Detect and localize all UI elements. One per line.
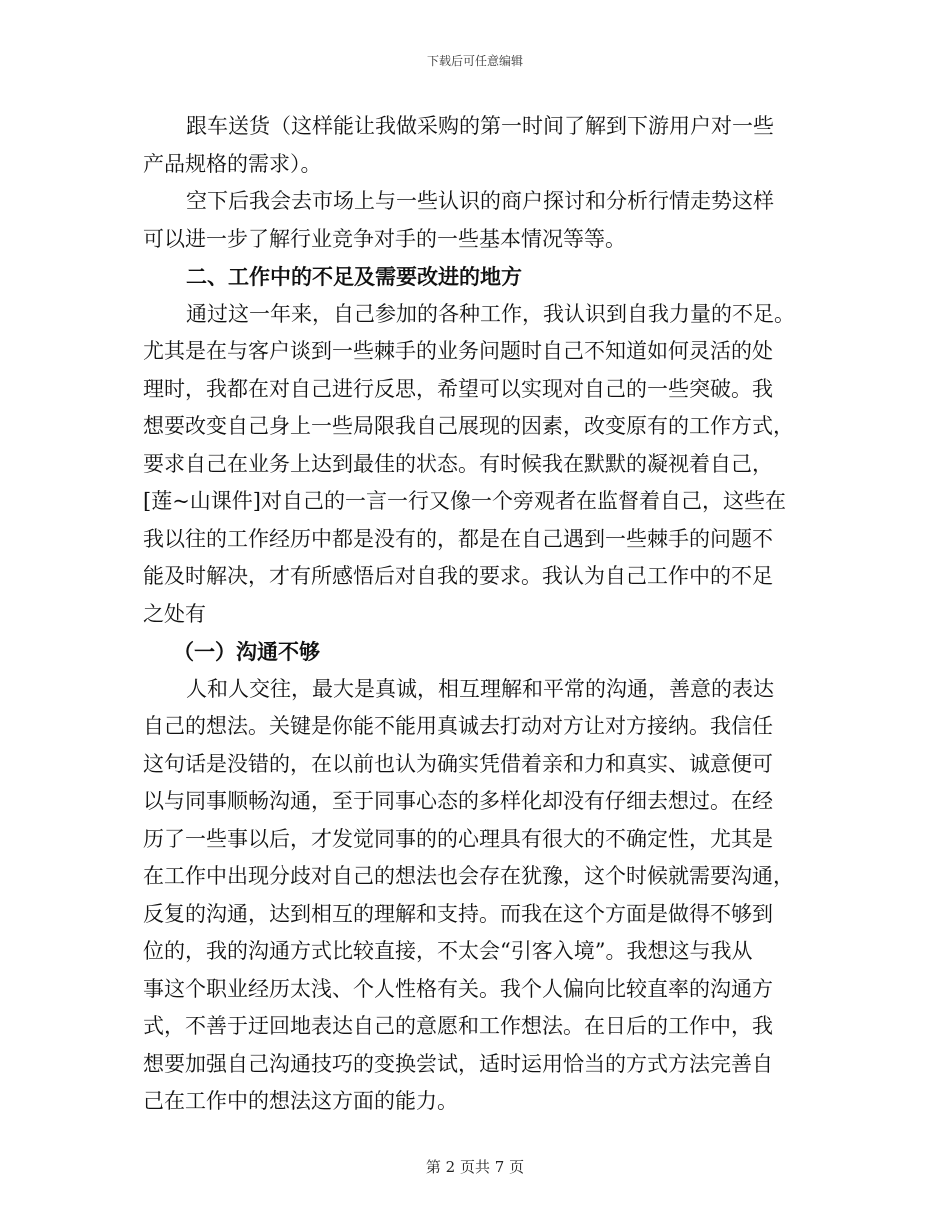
paragraph-line: 可以进一步了解行业竞争对手的一些基本情况等等。 (143, 226, 626, 251)
page-footer: 第 2 页共 7 页 (425, 1158, 525, 1176)
paragraph-line: 自己的想法。关键是你能不能用真诚去打动对方让对方接纳。我信任 (143, 714, 773, 738)
paragraph-line: 反复的沟通，达到相互的理解和支持。而我在这个方面是做得不够到 (143, 901, 773, 926)
paragraph-line: 人和人交往，最大是真诚，相互理解和平常的沟通，善意的表达 (186, 676, 774, 701)
paragraph-line: 式，不善于迂回地表达自己的意愿和工作想法。在日后的工作中，我 (143, 1014, 773, 1038)
paragraph-line: 想要加强自己沟通技巧的变换尝试，适时运用恰当的方式方法完善自 (143, 1051, 773, 1076)
paragraph-line: 尤其是在与客户谈到一些棘手的业务问题时自己不知道如何灵活的处 (143, 339, 773, 363)
paragraph-line: 己在工作中的想法这方面的能力。 (143, 1089, 458, 1113)
paragraph-line: 通过这一年来，自己参加的各种工作，我认识到自我力量的不足。 (186, 301, 795, 326)
paragraph-line: 我以往的工作经历中都是没有的，都是在自己遇到一些棘手的问题不 (143, 526, 773, 551)
paragraph-line: 想要改变自己身上一些局限我自己展现的因素，改变原有的工作方式， (143, 414, 794, 438)
paragraph-line: [莲~山课件]对自己的一言一行又像一个旁观者在监督着自己，这些在 (143, 489, 786, 513)
page-header: 下载后可任意编辑 (426, 54, 523, 68)
paragraph-line: 产品规格的需求）。 (143, 151, 322, 176)
paragraph-line: 跟车送货（这样能让我做采购的第一时间了解到下游用户对一些 (186, 114, 774, 138)
section-heading: 二、工作中的不足及需要改进的地方 (186, 264, 522, 289)
paragraph-line: 在工作中出现分歧对自己的想法也会存在犹豫，这个时候就需要沟通， (143, 864, 794, 888)
paragraph-line: 位的，我的沟通方式比较直接，不太会“引客入境”。我想这与我从 (143, 939, 753, 963)
paragraph-line: 历了一些事以后，才发觉同事的的心理具有很大的不确定性，尤其是 (143, 826, 773, 851)
paragraph-line: 事这个职业经历太浅、个人性格有关。我个人偏向比较直率的沟通方 (143, 976, 773, 1001)
paragraph-line: 要求自己在业务上达到最佳的状态。有时候我在默默的凝视着自己， (143, 451, 773, 476)
paragraph-line: 以与同事顺畅沟通，至于同事心态的多样化却没有仔细去想过。在经 (143, 789, 773, 813)
paragraph-line: 能及时解决，才有所感悟后对自我的要求。我认为自己工作中的不足 (143, 564, 773, 588)
paragraph-line: 理时，我都在对自己进行反思，希望可以实现对自己的一些突破。我 (143, 376, 773, 401)
paragraph-line: 之处有 (143, 601, 206, 626)
document-body (143, 108, 813, 1121)
paragraph-line: 这句话是没错的，在以前也认为确实凭借着亲和力和真实、诚意便可 (143, 751, 773, 776)
subsection-heading: （一）沟通不够 (173, 639, 320, 664)
paragraph-line: 空下后我会去市场上与一些认识的商户探讨和分析行情走势这样 (186, 189, 774, 213)
